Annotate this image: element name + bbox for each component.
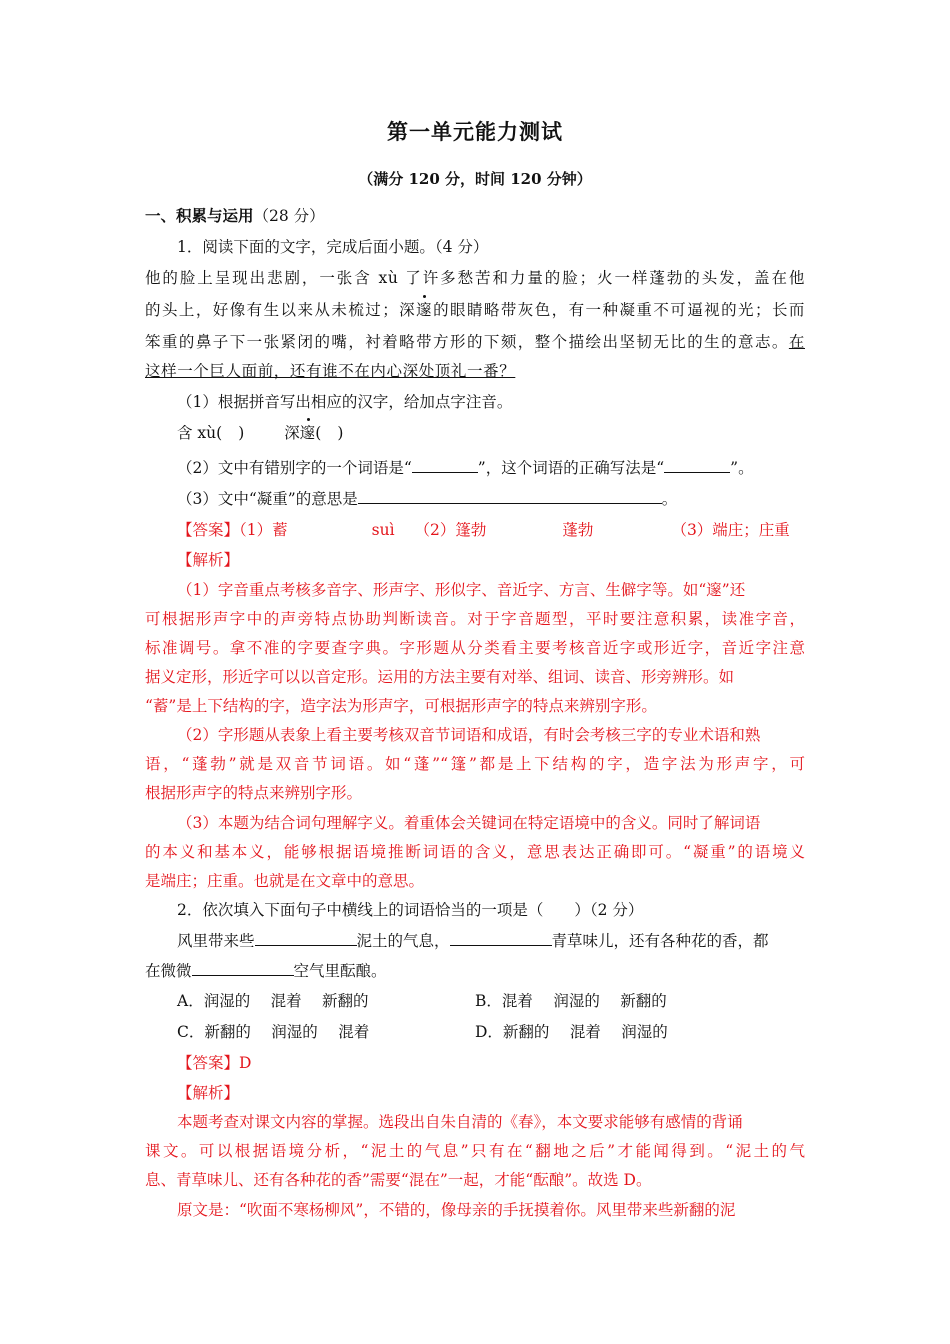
blank-label: 含 xù( xyxy=(177,424,223,442)
passage-underlined: 在 xyxy=(788,333,805,351)
passage-underlined: 这样一个巨人面前，还有谁不在内心深处顶礼一番？ xyxy=(145,362,516,380)
answer-label: 【答案】 xyxy=(177,521,240,539)
answer-part: suì xyxy=(371,521,395,539)
option-a[interactable]: A．润湿的 混着 新翻的 xyxy=(177,992,369,1010)
sub-question-3-text: （3）文中“凝重”的意思是 xyxy=(177,490,358,508)
sentence-text: 在微微 xyxy=(145,962,192,980)
analysis-line: （1）字音重点考核多音字、形声字、形似字、音近字、方言、生僻字等。如“邃”还 xyxy=(177,581,746,599)
option-b[interactable]: B．混着 润湿的 新翻的 xyxy=(475,992,667,1010)
question-2-sentence xyxy=(177,931,805,951)
analysis-line: 根据形声字的特点来辨别字形。 xyxy=(145,784,363,802)
question-2-sentence xyxy=(145,961,805,981)
answer-blank[interactable] xyxy=(664,458,730,473)
dotted-char: 邃 xyxy=(299,424,316,442)
section-score: （28 分） xyxy=(253,207,325,225)
question-2-stem: 2．依次填入下面句子中横线上的词语恰当的一项是（ ）（2 分） xyxy=(177,901,644,919)
answer-blank[interactable] xyxy=(192,961,294,976)
passage-line xyxy=(145,361,805,381)
section-heading xyxy=(145,206,805,226)
answer-label: 【答案】 xyxy=(177,1054,240,1072)
sentence-text: 泥土的气息， xyxy=(356,932,450,950)
analysis-line: 原文是：“吹面不寒杨柳风”，不错的，像母亲的手抚摸着你。风里带来些新翻的泥 xyxy=(177,1201,736,1219)
passage-text: 的头上，好像有生以来从未梳过；深 xyxy=(145,301,417,319)
answer-value: D xyxy=(239,1054,252,1072)
analysis-line: 课文。可以根据语境分析，“泥土的气息”只有在“翻地之后”才能闻得到。“泥土的气 xyxy=(145,1142,805,1160)
answer-part: （2）篷勃 xyxy=(414,521,487,539)
passage-line xyxy=(145,332,805,352)
blank-close: ) xyxy=(238,424,245,442)
passage-line xyxy=(145,300,805,320)
analysis-line: 标准调号。拿不准的字要查字典。字形题从分类看主要考核音近字或形近字，音近字注意 xyxy=(145,639,805,657)
sub-question-2-text: （2）文中有错别字的一个词语是“ xyxy=(177,459,412,477)
analysis-line: 语，“蓬勃”就是双音节词语。如“蓬”“篷”都是上下结构的字，造字法为形声字，可 xyxy=(145,755,805,773)
sub-question-2-text: ”。 xyxy=(730,459,754,477)
answer-part: 蓬勃 xyxy=(562,521,594,539)
passage-line: 他的脸上呈现出悲剧，一张含 xù 了许多愁苦和力量的脸；火一样蓬勃的头发，盖在他 xyxy=(145,269,805,287)
sub-question-3 xyxy=(177,489,805,509)
answer-blank[interactable] xyxy=(450,931,552,946)
answer-blank[interactable] xyxy=(358,489,662,504)
sentence-text: 空气里酝酿。 xyxy=(293,962,387,980)
analysis-line: 是端庄；庄重。也就是在文章中的意思。 xyxy=(145,872,425,890)
analysis-line: “蓄”是上下结构的字，造字法为形声字，可根据形声字的特点来辨别字形。 xyxy=(145,697,657,715)
answer-part: （1）蓄 xyxy=(239,521,288,539)
sentence-text: 风里带来些 xyxy=(177,932,255,950)
answer-blank[interactable] xyxy=(255,931,357,946)
analysis-line: （3）本题为结合词句理解字义。着重体会关键词在特定语境中的含义。同时了解词语 xyxy=(177,814,761,832)
analysis-line: 本题考查对课文内容的掌握。选段出自朱自清的《春》，本文要求能够有感情的背诵 xyxy=(177,1113,743,1131)
sub-question-3-text: 。 xyxy=(661,490,678,508)
answer-line xyxy=(177,520,805,540)
passage-text: 的眼睛略带灰色，有一种凝重不可逼视的光；长而 xyxy=(432,301,805,319)
blank-label: 深 xyxy=(284,424,300,442)
section-heading-text: 一、积累与运用 xyxy=(145,206,254,225)
answer-line xyxy=(177,1053,805,1073)
analysis-line: 的本义和基本义，能够根据语境推断词语的含义，意思表达正确即可。“凝重”的语境义 xyxy=(145,843,805,861)
analysis-line: 息、青草味儿、还有各种花的香”需要“混在”一起，才能“酝酿”。故选 D。 xyxy=(145,1171,652,1189)
dotted-char: 邃 xyxy=(416,301,433,319)
answer-blank[interactable] xyxy=(412,458,478,473)
page-title: 第一单元能力测试 xyxy=(387,119,563,144)
sub-question-1: （1）根据拼音写出相应的汉字，给加点字注音。 xyxy=(177,393,513,411)
analysis-label: 【解析】 xyxy=(177,1084,240,1102)
sentence-text: 青草味儿，还有各种花的香，都 xyxy=(551,932,769,950)
page-subtitle: （满分 120 分，时间 120 分钟） xyxy=(358,170,592,188)
blank-open: ( xyxy=(315,424,322,442)
analysis-line: （2）字形题从表象上看主要考核双音节词语和成语，有时会考核三字的专业术语和熟 xyxy=(177,726,761,744)
option-c[interactable]: C．新翻的 润湿的 混着 xyxy=(177,1023,370,1041)
blank-close: ) xyxy=(337,424,344,442)
analysis-line: 据义定形，形近字可以以音定形。运用的方法主要有对举、组词、读音、形旁辨形。如 xyxy=(145,668,735,686)
sub-question-1-blanks xyxy=(177,423,805,443)
option-d[interactable]: D．新翻的 混着 润湿的 xyxy=(475,1023,668,1041)
analysis-label: 【解析】 xyxy=(177,551,240,569)
analysis-line: 可根据形声字中的声旁特点协助判断读音。对于字音题型，平时要注意积累，读准字音， xyxy=(145,610,805,628)
question-1-stem: 1．阅读下面的文字，完成后面小题。（4 分） xyxy=(177,238,489,256)
answer-part: （3）端庄；庄重 xyxy=(671,521,790,539)
passage-text: 笨重的鼻子下一张紧闭的嘴，衬着略带方形的下颏，整个描绘出坚韧无比的生的意志。 xyxy=(145,333,789,351)
sub-question-2 xyxy=(177,458,805,478)
sub-question-2-text: ”，这个词语的正确写法是“ xyxy=(477,459,665,477)
